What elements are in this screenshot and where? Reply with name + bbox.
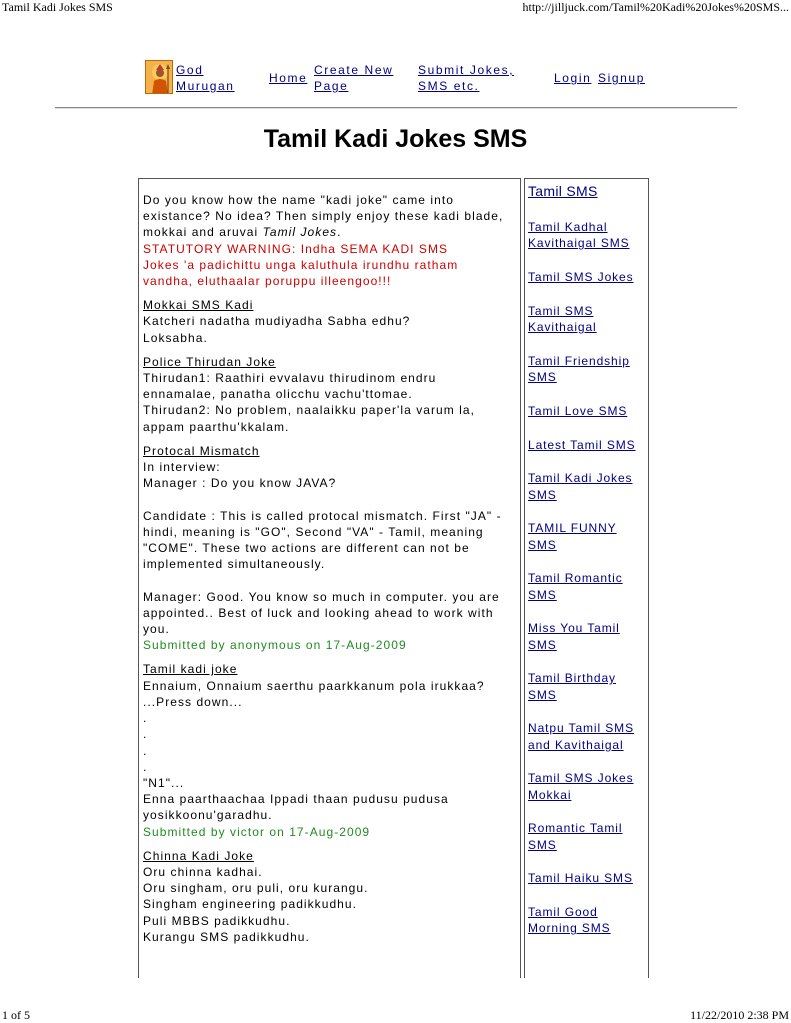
nav-link-submit-line2: SMS etc. [418, 79, 480, 93]
print-header-url: http://jilljuck.com/Tamil%20Kadi%20Jokes%20SMS... [522, 0, 789, 14]
top-navigation [145, 60, 655, 100]
sidebar-link[interactable] [528, 870, 649, 886]
spacer [143, 840, 519, 848]
sidebar-heading[interactable]: Tamil SMS [528, 183, 598, 199]
sidebar-link-line2: SMS [528, 487, 557, 502]
joke-line: Manager: Good. You know so much in computer. you are [143, 589, 500, 604]
sidebar-link-line2: Morning SMS [528, 921, 611, 936]
sidebar-link-line1: Tamil Kadi Jokes [528, 471, 633, 486]
joke-list [143, 297, 519, 953]
intro-text [143, 192, 519, 289]
sidebar-link-line1: Tamil Kadhal [528, 220, 608, 234]
page-title: Tamil Kadi Jokes SMS [263, 125, 528, 153]
sidebar-links [528, 219, 649, 937]
joke-title[interactable]: Tamil kadi joke [143, 662, 238, 677]
joke-entry [143, 297, 519, 346]
joke-line: Thirudan2: No problem, naalaikku paper'la varum la, [143, 403, 475, 418]
sidebar-link-line2: SMS [528, 587, 557, 602]
nav-link-god-line1: God [176, 63, 204, 77]
sidebar-link[interactable] [528, 620, 649, 652]
sidebar-link[interactable] [528, 403, 649, 419]
joke-line: Manager : Do you know JAVA? [143, 476, 337, 491]
joke-line: ...Press down... [143, 694, 243, 709]
sidebar-link-line1: Tamil Friendship [528, 353, 630, 368]
joke-line: you. [143, 622, 170, 637]
intro-line: existance? No idea? Then simply enjoy these kadi blade, [143, 209, 504, 224]
joke-line: implemented simultaneously. [143, 557, 326, 572]
sidebar-link[interactable] [528, 219, 649, 251]
sidebar-content [528, 182, 649, 954]
joke-entry [143, 848, 519, 945]
sidebar-link[interactable] [528, 520, 649, 552]
joke-title[interactable]: Protocal Mismatch [143, 443, 260, 458]
joke-line: ennamalae, panatha olicchu vachu'ttomae. [143, 387, 413, 402]
sidebar-link-line1: Tamil Romantic [528, 571, 623, 586]
sidebar-link-line2: SMS [528, 837, 557, 852]
joke-entry [143, 661, 519, 839]
spacer [143, 289, 519, 297]
header-divider [55, 107, 737, 109]
sidebar-link[interactable] [528, 770, 649, 802]
joke-line: Kurangu SMS padikkudhu. [143, 929, 310, 944]
print-header-title: Tamil Kadi Jokes SMS [2, 0, 113, 14]
joke-line: Puli MBBS padikkudhu. [143, 913, 291, 928]
joke-title[interactable]: Mokkai SMS Kadi [143, 298, 254, 313]
nav-link-login[interactable]: Login [554, 71, 592, 85]
sidebar-link-line1: Miss You Tamil [528, 621, 620, 636]
joke-entry [143, 354, 519, 435]
sidebar-link[interactable] [528, 437, 649, 453]
sidebar-link[interactable] [528, 820, 649, 852]
nav-link-submit-jokes[interactable] [418, 62, 514, 94]
joke-line: . [143, 759, 148, 774]
spacer [143, 346, 519, 354]
joke-line: Candidate : This is called protocal mismatch. First "JA" - [143, 508, 502, 523]
nav-link-submit-line1: Submit Jokes, [418, 63, 515, 77]
intro-line-end: . [337, 225, 342, 240]
sidebar-link-line1: Romantic Tamil [528, 821, 623, 836]
nav-link-create-line2: Page [314, 79, 349, 93]
sidebar-link-line1: Tamil Birthday [528, 671, 616, 686]
nav-link-god-line2: Murugan [176, 79, 235, 93]
sidebar-link-line2: Mokkai [528, 787, 572, 802]
print-footer-datetime: 11/22/2010 2:38 PM [690, 1008, 789, 1022]
warning-line: Jokes 'a padichittu unga kaluthula irundhu ratham [143, 257, 459, 272]
warning-line: vandha, eluthaalar poruppu illeengoo!!! [143, 274, 392, 289]
joke-line: Katcheri nadatha mudiyadha Sabha edhu? [143, 314, 411, 329]
joke-line: Singham engineering padikkudhu. [143, 897, 358, 912]
joke-title[interactable]: Police Thirudan Joke [143, 354, 276, 369]
sidebar-link-line1: Tamil SMS Jokes [528, 771, 634, 786]
joke-line: hindi, meaning is "GO", Second "VA" - Tamil, meaning [143, 524, 484, 539]
joke-line: Thirudan1: Raathiri evvalavu thirudinom endru [143, 371, 437, 386]
print-footer-page: 1 of 5 [2, 1008, 30, 1022]
spacer [143, 945, 519, 953]
sidebar-link-line1: Tamil SMS Jokes [528, 270, 634, 284]
sidebar-link[interactable] [528, 353, 649, 385]
joke-line: appointed.. Best of luck and looking ahead to work with [143, 605, 494, 620]
warning-line: STATUTORY WARNING: Indha SEMA KADI SMS [143, 241, 449, 256]
sidebar-link[interactable] [528, 670, 649, 702]
nav-link-create-line1: Create New [314, 63, 394, 77]
sidebar-link-line1: Tamil Haiku SMS [528, 871, 633, 886]
sidebar-link-line2: and Kavithaigal [528, 737, 624, 752]
sidebar-link[interactable] [528, 904, 649, 936]
sidebar-link-line2: Kavithaigal [528, 320, 597, 334]
joke-line: "N1"... [143, 775, 185, 790]
nav-link-home[interactable]: Home [269, 71, 308, 85]
sidebar-link-line2: SMS [528, 537, 557, 552]
joke-line: Loksabha. [143, 330, 208, 345]
sidebar-link-line2: SMS [528, 687, 557, 702]
submitted-by: Submitted by victor on 17-Aug-2009 [143, 824, 371, 839]
sidebar-link-line2: Kavithaigal SMS [528, 236, 630, 251]
sidebar-link[interactable] [528, 303, 649, 335]
sidebar-link-line2: SMS [528, 370, 557, 384]
intro-italic: Tamil Jokes [262, 225, 338, 240]
joke-line: "COME". These two actions are different can not be [143, 541, 470, 556]
nav-link-god-murugan[interactable] [176, 62, 235, 94]
sidebar-link-line1: Natpu Tamil SMS [528, 721, 634, 736]
joke-line: . [143, 727, 148, 742]
spacer [143, 653, 519, 661]
intro-line: mokkai and aruvai [143, 225, 263, 240]
joke-line: yosikkoonu'garadhu. [143, 808, 273, 823]
intro-line: Do you know how the name "kadi joke" came into [143, 193, 454, 207]
main-content [143, 192, 519, 953]
joke-line: appam paarthu'kkalam. [143, 419, 290, 434]
joke-entry [143, 443, 519, 654]
sidebar-link-line1: Tamil SMS [528, 303, 594, 318]
joke-line: Oru singham, oru puli, oru kurangu. [143, 881, 369, 896]
joke-line: Enna paarthaachaa Ippadi thaan pudusu pudusa [143, 792, 449, 807]
nav-link-signup[interactable]: Signup [598, 71, 645, 85]
god-murugan-image[interactable] [145, 60, 173, 94]
joke-line: . [143, 711, 148, 726]
submitted-by: Submitted by anonymous on 17-Aug-2009 [143, 638, 407, 653]
sidebar [524, 178, 649, 978]
sidebar-link[interactable] [528, 470, 649, 502]
joke-line: Ennaium, Onnaium saerthu paarkkanum pola irukkaa? [143, 678, 485, 693]
joke-line: Oru chinna kadhai. [143, 864, 263, 879]
sidebar-link-line1: Tamil Good [528, 905, 598, 920]
joke-title[interactable]: Chinna Kadi Joke [143, 848, 254, 863]
main-content-box [138, 178, 521, 978]
nav-link-create-new-page[interactable] [314, 62, 393, 94]
sidebar-link[interactable] [528, 570, 649, 602]
sidebar-link-line1: Tamil Love SMS [528, 403, 628, 418]
joke-line: In interview: [143, 460, 221, 475]
joke-line: . [143, 743, 148, 758]
sidebar-link[interactable] [528, 720, 649, 752]
sidebar-link-line2: SMS [528, 637, 557, 652]
sidebar-link[interactable] [528, 269, 649, 285]
sidebar-link-line1: Latest Tamil SMS [528, 437, 636, 452]
sidebar-link-line1: TAMIL FUNNY [528, 521, 617, 536]
spacer [143, 435, 519, 443]
